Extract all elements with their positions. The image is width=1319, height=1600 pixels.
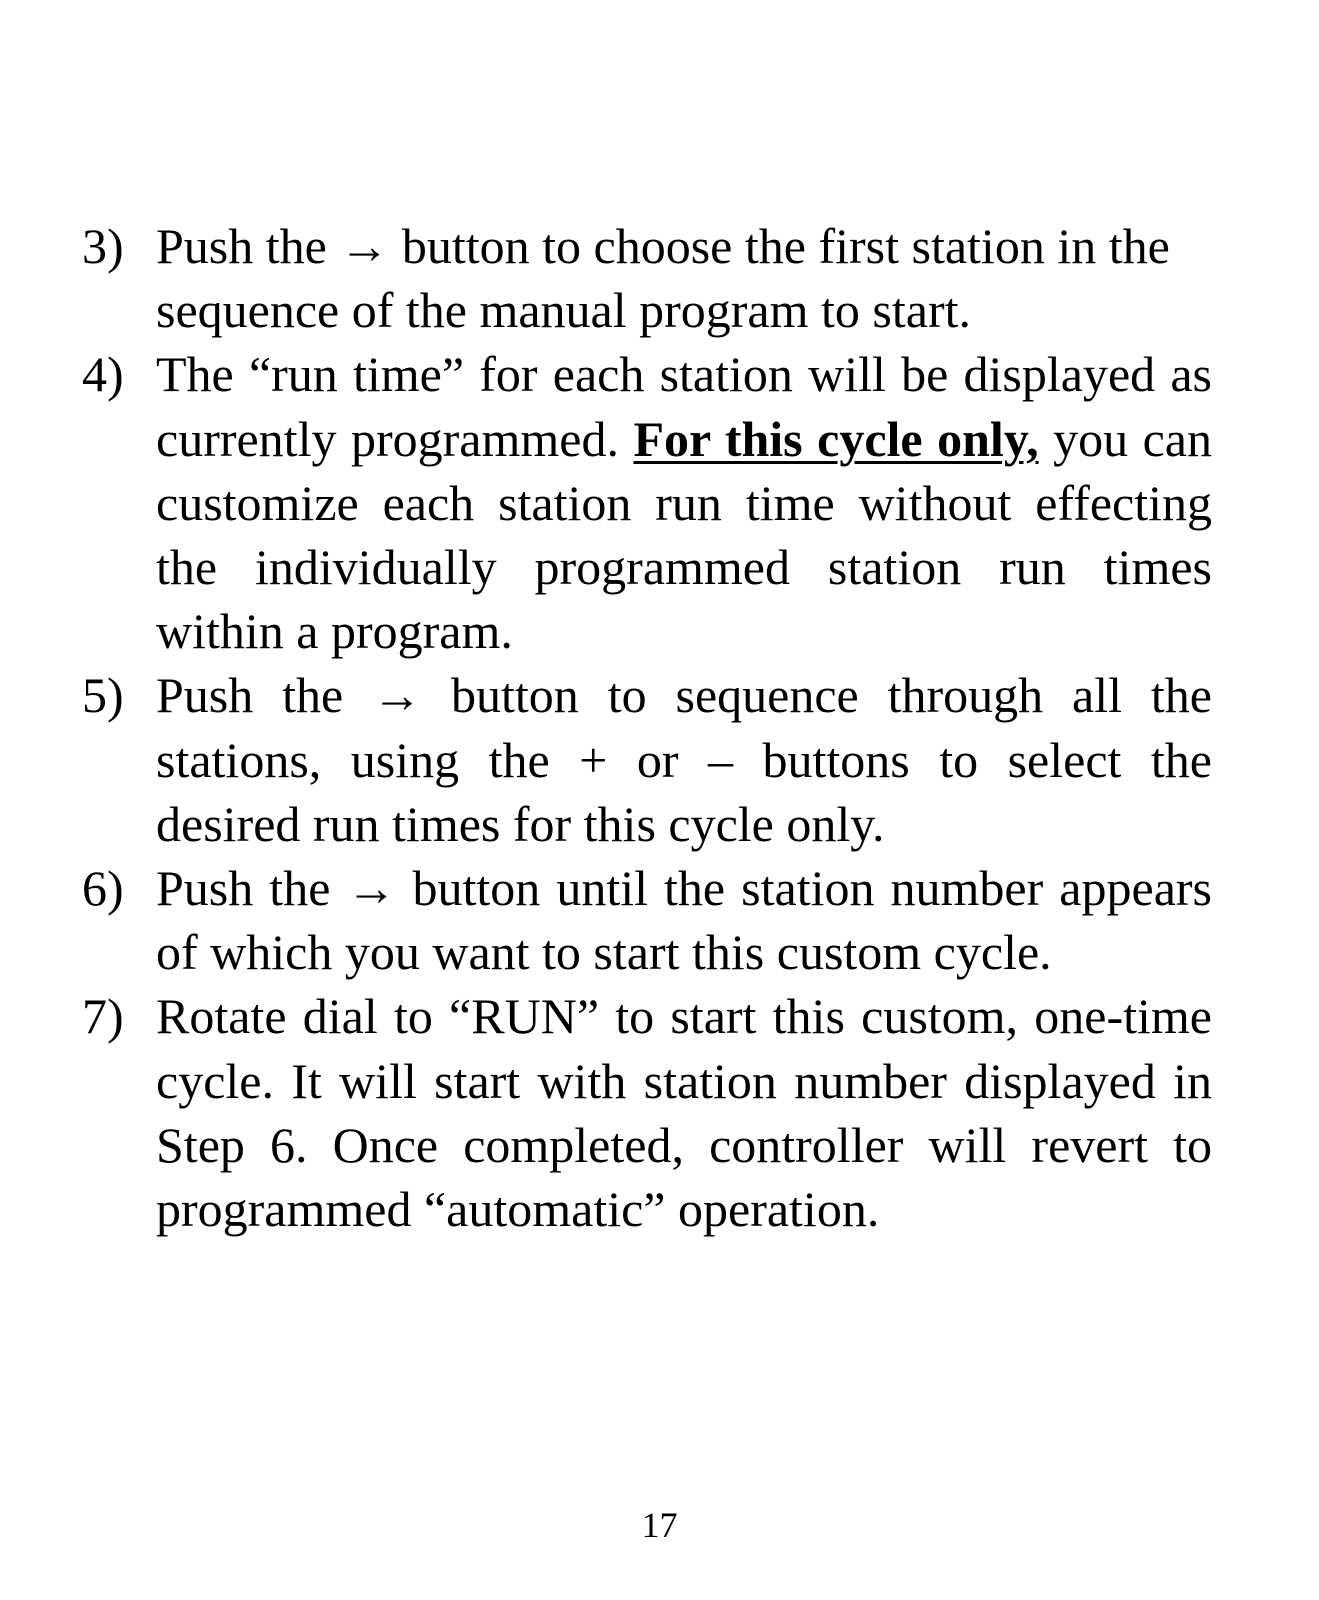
step-text: Push the → button to choose the first station in the sequence of the manual program to start.: [156, 218, 1170, 339]
step-number: 4): [82, 346, 124, 403]
step-number: 7): [82, 988, 124, 1045]
step-3: [82, 214, 1212, 342]
emphasis-text: For this cycle only,: [633, 410, 1039, 467]
step-6: [82, 856, 1212, 984]
step-text: Rotate dial to “RUN” to start this custom, one-time cycle. It will start with station number displayed in Step 6. Once completed, controller will revert to programmed “automatic” operation.: [156, 988, 1212, 1238]
step-5: [82, 663, 1212, 856]
step-text: Push the → button until the station number appears of which you want to start this custom cycle.: [156, 860, 1212, 981]
step-number: 3): [82, 218, 124, 274]
page-number: 17: [641, 1505, 678, 1545]
step-7: [82, 984, 1212, 1241]
step-text-after-emphasis: you can customize each station run time without effecting the individually programmed station run times within a program.: [156, 410, 1212, 660]
step-text: [156, 342, 1212, 663]
step-number: 5): [82, 667, 124, 724]
step-text-before-emphasis: The “run time” for each station will be displayed as currently programmed.: [156, 346, 1212, 467]
instruction-steps-list: [82, 214, 1212, 1241]
step-text: Push the → button to sequence through all the stations, using the + or – buttons to select the desired run times for this cycle only.: [156, 667, 1212, 852]
step-number: 6): [82, 860, 124, 917]
step-4: [82, 342, 1212, 663]
